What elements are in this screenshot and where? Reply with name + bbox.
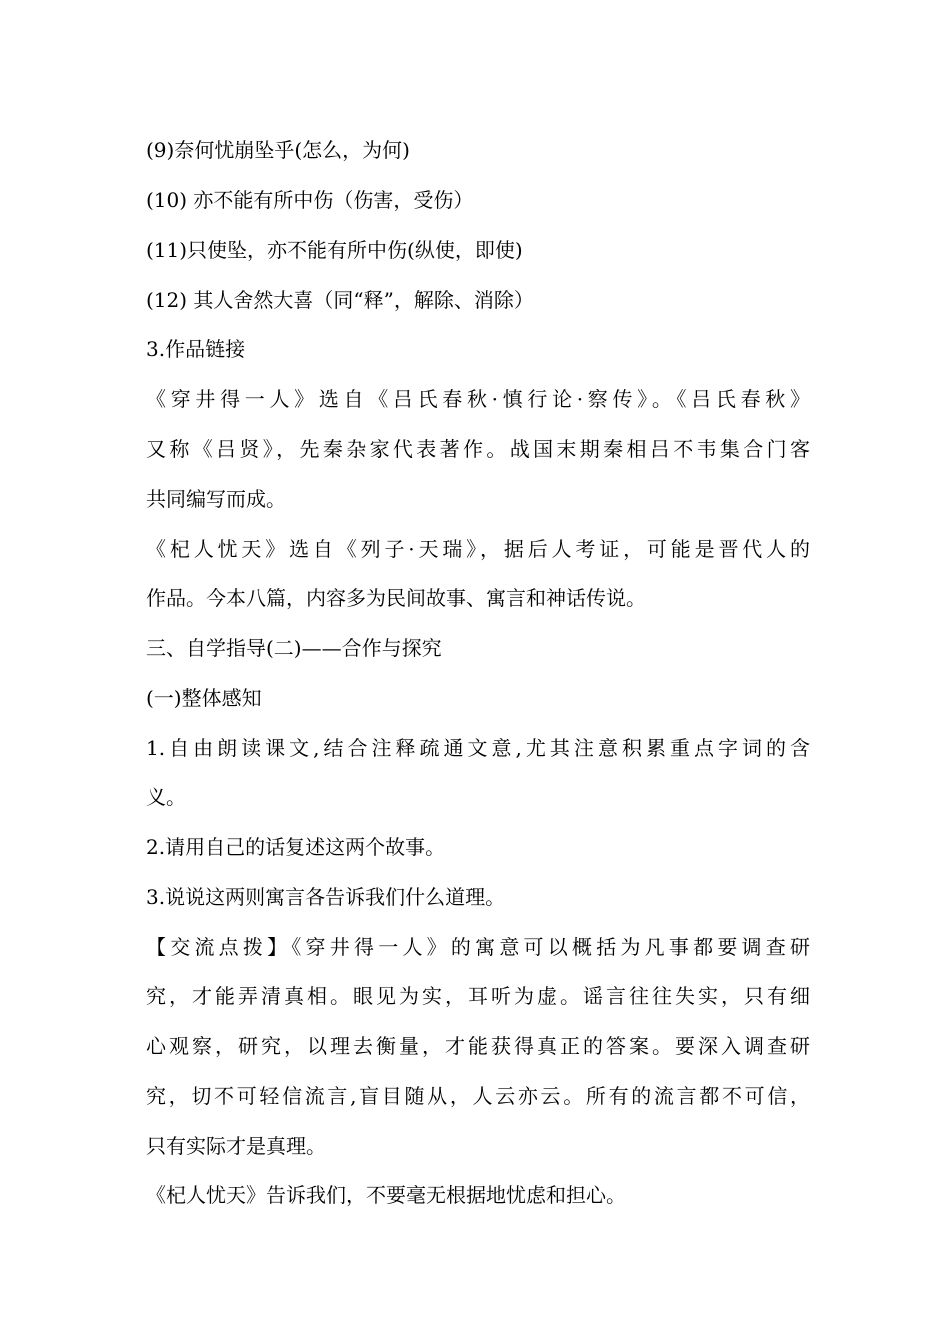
section-heading-works-link: 3.作品链接	[146, 337, 246, 361]
subsection-heading-overall: (一)整体感知	[146, 686, 262, 710]
discussion-line: 究，切不可轻信流言,盲目随从，人云亦云。所有的流言都不可信，	[146, 1084, 810, 1108]
annotation-line-12: (12) 其人舍然大喜（同“释”，解除、消除）	[146, 288, 534, 312]
annotation-line-10: (10) 亦不能有所中伤（伤害，受伤）	[146, 188, 474, 212]
paragraph-line: 共同编写而成。	[146, 487, 286, 511]
paragraph-line: 作品。今本八篇，内容多为民间故事、寓言和神话传说。	[146, 586, 646, 610]
discussion-line: 究，才能弄清真相。眼见为实，耳听为虚。谣言往往失实，只有细	[146, 984, 810, 1008]
annotation-line-9: (9)奈何忧崩坠乎(怎么，为何)	[146, 138, 410, 162]
paragraph-line: 又称《吕贤》，先秦杂家代表著作。战国末期秦相吕不韦集合门客	[146, 437, 810, 461]
paragraph-line: 《杞人忧天》选自《列子·天瑞》，据后人考证，可能是晋代人的	[146, 537, 810, 561]
discussion-line: 只有实际才是真理。	[146, 1134, 326, 1158]
list-item-line: 义。	[146, 785, 186, 809]
list-item-line: 2.请用自己的话复述这两个故事。	[146, 835, 446, 859]
annotation-line-11: (11)只使坠，亦不能有所中伤(纵使，即使)	[146, 238, 523, 262]
discussion-line: 【交流点拨】《穿井得一人》的寓意可以概括为凡事都要调查研	[146, 935, 810, 959]
list-item-line: 1.自由朗读课文,结合注释疏通文意,尤其注意积累重点字词的含	[146, 736, 810, 760]
section-heading-self-study: 三、自学指导(二)——合作与探究	[146, 636, 442, 660]
discussion-line: 心观察，研究，以理去衡量，才能获得真正的答案。要深入调查研	[146, 1034, 810, 1058]
discussion-line: 《杞人忧天》告诉我们，不要毫无根据地忧虑和担心。	[146, 1183, 626, 1207]
paragraph-line: 《穿井得一人》选自《吕氏春秋·慎行论·察传》。《吕氏春秋》	[146, 387, 810, 411]
list-item-line: 3.说说这两则寓言各告诉我们什么道理。	[146, 885, 506, 909]
